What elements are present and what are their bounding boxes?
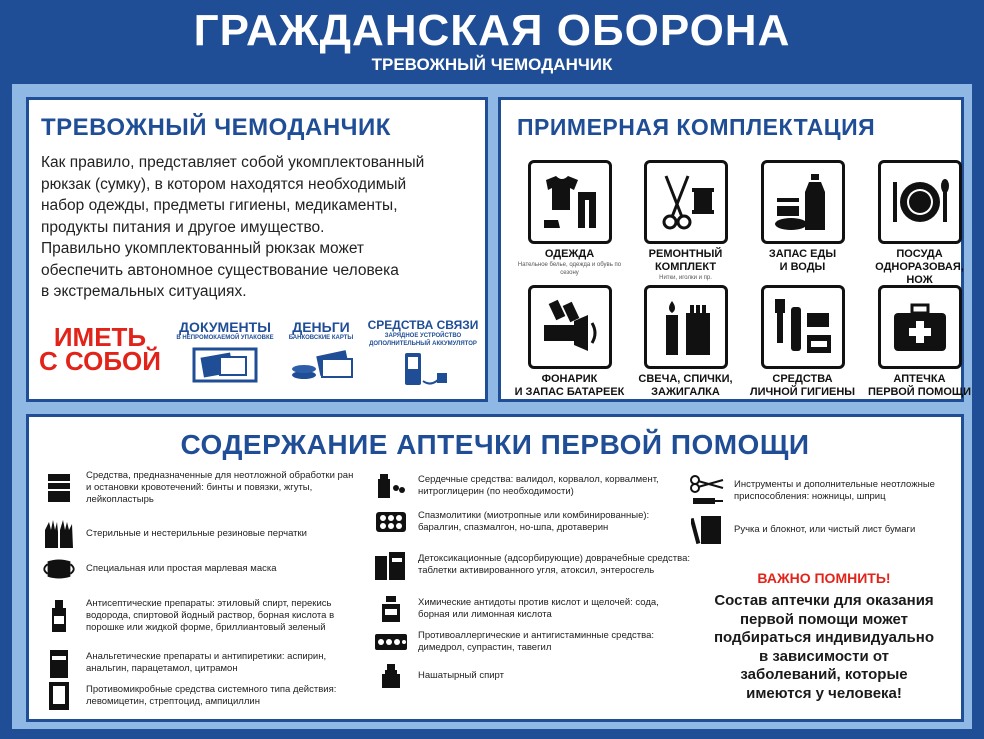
kit-item-label [628,248,743,274]
kit-item-label-line: СВЕЧА, СПИЧКИ, [638,373,733,385]
warning-line: первой помощи может [739,610,909,628]
warning-line: имеются у человека! [746,684,902,702]
warning-text [697,592,951,703]
kit-item-note: Нитки, иголки и пр. [659,275,712,281]
first-aid-item-text: Специальная или простая марлевая маска [86,563,277,574]
first-aid-icon [878,285,962,369]
kit-item-label-line: АПТЕЧКА [893,373,946,385]
first-aid-item [372,472,692,500]
intro-line: обеспечить автономное существование человека [41,261,399,279]
first-aid-item [40,470,360,506]
have-with-you-label [39,322,161,376]
antihistamine-icon [372,630,410,654]
communication-sub: ЗАРЯДНОЕ УСТРОЙСТВО [384,333,462,339]
kit-title: ПРИМЕРНАЯ КОМПЛЕКТАЦИЯ [517,114,876,140]
money-item [285,320,357,388]
first-aid-item-text: Анальгетические препараты и антипиретики: аспирин, анальгин, парацетамол, цитрамон [86,651,327,674]
phone-icon [395,351,451,389]
antibiotic-icon [40,680,78,712]
kit-item-note: Нательное белье, одежда и обувь по сезону [517,262,622,276]
kit-item-label-line: ФОНАРИК [541,373,598,385]
money-title: ДЕНЬГИ [292,319,350,335]
warning-line: в зависимости от [758,647,890,665]
documents-title: ДОКУМЕНТЫ [179,319,271,335]
kit-item-label-line: СРЕДСТВА [772,373,833,385]
flashlight-icon [528,285,612,369]
first-aid-item [372,510,692,534]
first-aid-item [372,630,692,654]
first-aid-item-text: Спазмолитики (миотропные или комбинированные): баралгин, спазмалгон, но-шпа, дротаверин [418,510,650,533]
intro-line: Как правило, представляет собой укомплектованный [41,154,425,171]
communication-item [364,318,482,394]
scissors-syringe-icon [688,474,726,508]
communication-title: СРЕДСТВА СВЯЗИ [367,318,479,332]
first-aid-item-text: Сердечные средства: валидол, корвалол, корвалмент, нитроглицерин (по необходимости) [418,474,659,497]
kit-item [745,285,860,399]
first-aid-item [40,680,360,712]
first-aid-item [40,518,360,550]
page-subtitle: ТРЕВОЖНЫЙ ЧЕМОДАНЧИК [371,55,613,74]
first-aid-title: СОДЕРЖАНИЕ АПТЕЧКИ ПЕРВОЙ ПОМОЩИ [180,429,810,460]
documents-icon [192,347,258,383]
kit-item [862,160,977,287]
kit-item-label-line: И ЗАПАС БАТАРЕЕК [514,386,625,398]
ammonia-icon [372,662,410,690]
have-line: С СОБОЙ [39,346,161,376]
kit-item-label-line: И ВОДЫ [779,261,826,273]
kit-item-label-line: РЕМОНТНЫЙ КОМПЛЕКТ [648,248,723,273]
warning-line: Состав аптечки для оказания [714,592,934,609]
kit-item-label [512,248,627,261]
communication-sub2: ДОПОЛНИТЕЛЬНЫЙ АККУМУЛЯТОР [369,341,477,347]
dishes-icon [878,160,962,244]
intro-title: ТРЕВОЖНЫЙ ЧЕМОДАНЧИК [41,114,391,141]
first-aid-item-text: Химические антидоты против кислот и щелочей: сода, борная или лимонная кислота [418,597,659,620]
kit-item-label-line: ОДЕЖДА [544,248,595,260]
money-icon [288,347,354,383]
kit-item [512,285,627,399]
kit-item-label [745,373,860,399]
kit-panel [498,97,972,402]
kit-item [628,285,743,399]
documents-sub: В НЕПРОМОКАЕМОЙ УПАКОВКЕ [176,335,274,341]
clothes-icon [528,160,612,244]
first-aid-item [372,548,692,582]
first-aid-item-text: Антисептические препараты: этиловый спирт, перекись водорода, спиртовой йодный раствор, борная кислота в порошке или жидкой форме, бриллиантовый зеленый [86,598,335,633]
first-aid-item-text: Средства, предназначенные для неотложной обработки ран и остановки кровотечений: бинты и повязки, жгуты, лейкопластырь [86,470,354,505]
first-aid-item-text: Противоаллергические и антигистаминные средства: димедрол, супрастин, тавегил [418,630,655,653]
first-aid-item [372,594,692,624]
hygiene-icon [761,285,845,369]
first-aid-item [40,598,360,634]
kit-item [512,160,627,277]
first-aid-item [688,514,956,546]
first-aid-item-text: Стерильные и нестерильные резиновые перчатки [86,528,307,539]
kit-item-label-line: ЛИЧНОЙ ГИГИЕНЫ [749,386,856,398]
kit-item-label [512,373,627,399]
intro-line: набор одежды, предметы гигиены, медикаменты, [41,197,398,214]
first-aid-item [40,646,360,680]
bandage-icon [40,472,78,504]
page-title: ГРАЖДАНСКАЯ ОБОРОНА [193,6,791,55]
kit-item-label [862,248,977,287]
first-aid-item-text: Ручка и блокнот, или чистый лист бумаги [734,524,916,535]
first-aid-item-text: Нашатырный спирт [418,670,504,681]
kit-item [745,160,860,274]
kit-item-label-line: ОДНОРАЗОВАЯ, НОЖ [875,261,964,286]
first-aid-item-text: Детоксикационные (адсорбирующие) доврачебные средства: таблетки активированного угля, атоксил, энтеросгель [418,553,691,576]
warning-title: ВАЖНО ПОМНИТЬ! [757,570,891,586]
kit-item-label-line: ПЕРВОЙ ПОМОЩИ [867,386,972,398]
food-water-icon [761,160,845,244]
first-aid-item [40,556,360,582]
kit-item-label-line: ЗАЖИГАЛКА [651,386,720,398]
intro-line: продукты питания и другое имущество. [41,218,325,236]
mask-icon [40,556,78,582]
kit-item-label [745,248,860,274]
kit-item-label-line: ПОСУДА [896,248,943,260]
candle-icon [644,285,728,369]
intro-panel [26,97,488,402]
antiseptic-icon [40,598,78,634]
intro-line: Правильно укомплектованный рюкзак может [41,240,365,257]
kit-item-label [862,373,977,399]
first-aid-item [688,474,956,508]
heart-drops-icon [372,472,410,500]
first-aid-item [372,662,692,690]
kit-item [628,160,743,282]
notebook-icon [688,514,726,546]
warning-line: подбираться индивидуально [714,629,934,646]
antidote-icon [372,594,410,624]
have-line: ИМЕТЬ [53,322,147,352]
gloves-icon [40,518,78,550]
documents-item [173,320,277,388]
kit-item-label [628,373,743,399]
kit-item [862,285,977,399]
intro-line: в экстремальных ситуациях. [41,283,247,300]
pill-blister-icon [372,510,410,534]
sewing-kit-icon [644,160,728,244]
kit-item-label-line: ЗАПАС ЕДЫ [768,248,837,260]
warning-line: заболеваний, которые [740,666,908,683]
painkiller-icon [40,646,78,680]
charcoal-icon [372,548,410,582]
intro-text [41,152,471,303]
intro-line: рюкзак (сумку), в котором находятся необходимый [41,175,407,193]
first-aid-item-text: Противомикробные средства системного типа действия: левомицетин, стрептоцид, ампициллин [86,684,337,707]
first-aid-item-text: Инструменты и дополнительные неотложные приспособления: ножницы, шприц [734,479,935,502]
money-sub: БАНКОВСКИЕ КАРТЫ [288,335,354,341]
